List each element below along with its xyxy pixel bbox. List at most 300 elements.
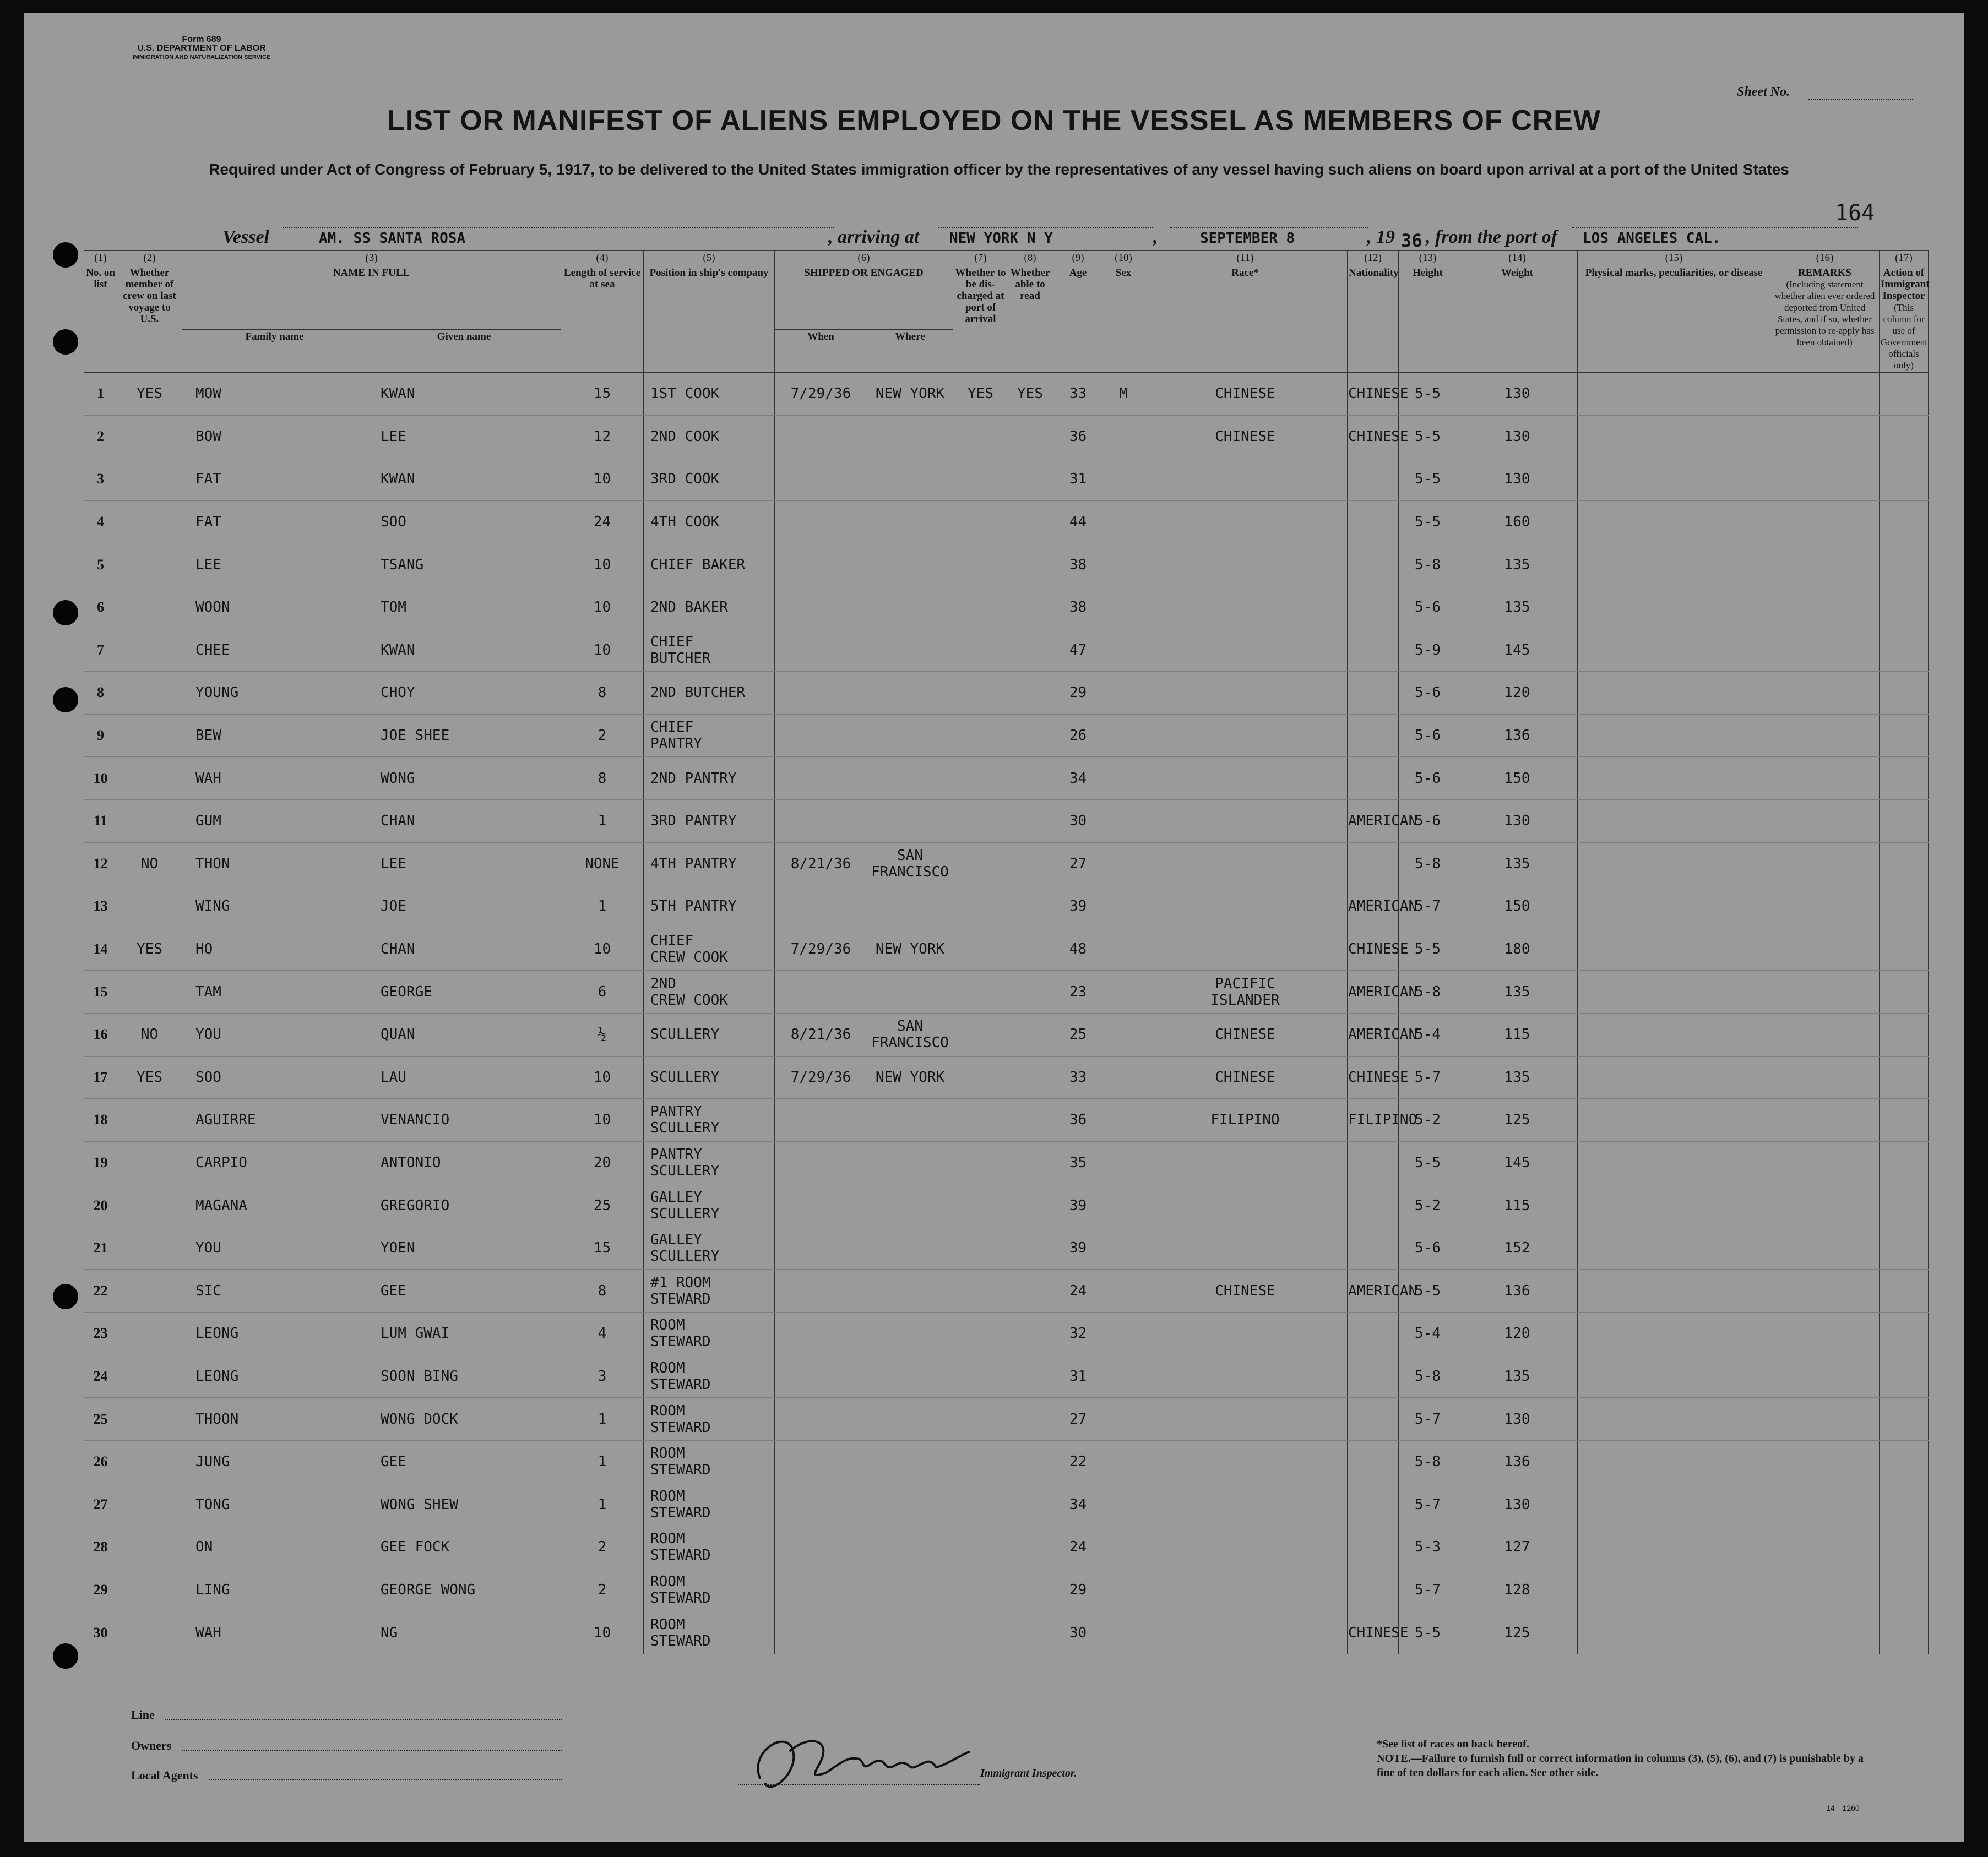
weight: 130 [1504, 471, 1530, 488]
age-cell [1052, 1569, 1104, 1611]
position-cell [644, 1440, 775, 1483]
crew-table [84, 250, 1929, 1654]
family-name: FAT [195, 514, 221, 531]
from-port: LOS ANGELES CAL. [1583, 230, 1721, 247]
nationality-cell [1348, 1227, 1399, 1270]
age: 39 [1069, 1240, 1087, 1257]
col-action: (17) Action of Immigrant Inspector (This column for use of Government officials only) [1880, 251, 1929, 373]
length-of-service-cell [561, 1569, 644, 1611]
able-to-read-cell [1008, 1611, 1052, 1654]
row-number: 8 [97, 684, 104, 701]
col-service: (4) Length of service at sea [561, 251, 644, 373]
position-cell [644, 1355, 775, 1398]
able-to-read-cell [1008, 500, 1052, 543]
shipped-when-cell [775, 629, 867, 672]
given-name: ANTONIO [381, 1154, 441, 1171]
able-to-read-cell [1008, 1141, 1052, 1184]
col-remarks: (16) REMARKS (Including statement whether alien ever ordered deported from United States, and if so, whether permission to re-apply has been obtained) [1770, 251, 1880, 373]
sex-cell [1104, 1184, 1143, 1227]
member-last-voyage-cell [117, 757, 182, 800]
table-row [84, 672, 1929, 715]
position-line-2: CREW COOK [650, 992, 728, 1009]
shipped-where-cell [867, 1227, 953, 1270]
inspector-action-cell [1880, 672, 1929, 715]
shipped-when: 7/29/36 [790, 941, 851, 958]
to-be-discharged-cell [953, 928, 1008, 971]
sex-cell [1104, 1398, 1143, 1441]
member-last-voyage-cell [117, 1611, 182, 1654]
shipped-where-cell [867, 885, 953, 928]
family-name: LING [195, 1581, 230, 1598]
age-cell [1052, 1526, 1104, 1569]
able-to-read: YES [1017, 385, 1043, 402]
to-be-discharged-cell [953, 1141, 1008, 1184]
family-name-cell [182, 1355, 367, 1398]
inspector-action-cell [1880, 1483, 1929, 1526]
length-of-service: 1 [598, 1453, 607, 1471]
age: 24 [1069, 1539, 1087, 1556]
row-number: 6 [97, 599, 104, 616]
position-line-2: SCULLERY [650, 1205, 720, 1222]
row-number: 2 [97, 428, 104, 444]
length-of-service: NONE [585, 855, 620, 872]
row-number-cell [84, 1270, 117, 1313]
family-name-cell [182, 1483, 367, 1526]
height: 5-8 [1415, 983, 1441, 1000]
remarks-cell [1770, 543, 1880, 586]
family-name: BEW [195, 727, 221, 744]
position-line-2: PANTRY [650, 736, 702, 753]
position-line-1: ROOM [650, 1573, 685, 1590]
shipped-when-cell [775, 543, 867, 586]
given-name: GEE [381, 1282, 406, 1299]
table-row [84, 842, 1929, 885]
height: 5-6 [1415, 813, 1441, 830]
able-to-read-cell [1008, 629, 1052, 672]
race-cell [1143, 1440, 1348, 1483]
col-member: (2) Whether member of crew on last voyage to U.S. [117, 251, 182, 373]
table-row [84, 1569, 1929, 1611]
race-cell [1143, 1141, 1348, 1184]
weight-cell [1457, 415, 1578, 458]
race-line-1: CHINESE [1215, 385, 1275, 402]
position-line-1: 4TH COOK [650, 514, 720, 531]
member-last-voyage-cell [117, 1440, 182, 1483]
member-last-voyage: NO [140, 1026, 159, 1043]
height-cell [1399, 1141, 1457, 1184]
row-number: 29 [93, 1581, 108, 1598]
to-be-discharged-cell [953, 1099, 1008, 1142]
age-cell [1052, 1398, 1104, 1441]
length-of-service: 10 [593, 641, 611, 658]
shipped-when-cell [775, 1569, 867, 1611]
age-cell [1052, 1483, 1104, 1526]
weight-cell [1457, 629, 1578, 672]
weight-cell [1457, 1141, 1578, 1184]
position-line-1: 2ND BAKER [650, 599, 728, 616]
age-cell [1052, 799, 1104, 842]
row-number: 10 [93, 770, 108, 786]
physical-marks-cell [1578, 1483, 1770, 1526]
height: 5-4 [1415, 1325, 1441, 1342]
height-cell [1399, 842, 1457, 885]
length-of-service-cell [561, 1611, 644, 1654]
weight: 160 [1504, 514, 1530, 531]
table-row [84, 757, 1929, 800]
remarks-cell [1770, 1013, 1880, 1056]
row-number: 15 [93, 983, 108, 1000]
height-cell [1399, 1526, 1457, 1569]
able-to-read-cell [1008, 928, 1052, 971]
physical-marks-cell [1578, 1056, 1770, 1099]
given-name: TOM [381, 599, 406, 616]
table-row [84, 1440, 1929, 1483]
given-name: VENANCIO [381, 1112, 450, 1129]
from-line [1572, 227, 1858, 228]
remarks-cell [1770, 1141, 1880, 1184]
position-line-1: 4TH PANTRY [650, 855, 737, 872]
weight-cell [1457, 1440, 1578, 1483]
length-of-service-cell [561, 714, 644, 757]
height: 5-5 [1415, 471, 1441, 488]
position-line-1: GALLEY [650, 1232, 702, 1249]
table-row [84, 1313, 1929, 1355]
inspector-action-cell [1880, 373, 1929, 416]
able-to-read-cell [1008, 799, 1052, 842]
physical-marks-cell [1578, 586, 1770, 629]
race-cell [1143, 1569, 1348, 1611]
physical-marks-cell [1578, 458, 1770, 501]
member-last-voyage-cell [117, 1483, 182, 1526]
table-row [84, 799, 1929, 842]
col-discharged: (7) Whether to be dis-charged at port of arrival [953, 251, 1008, 373]
able-to-read-cell [1008, 458, 1052, 501]
page-title: LIST OR MANIFEST OF ALIENS EMPLOYED ON THE VESSEL AS MEMBERS OF CREW [387, 105, 1601, 137]
age: 23 [1069, 983, 1087, 1000]
age: 38 [1069, 556, 1087, 573]
weight: 152 [1504, 1240, 1530, 1257]
height: 5-7 [1415, 1069, 1441, 1086]
shipped-where-cell [867, 1270, 953, 1313]
age: 34 [1069, 1496, 1087, 1513]
table-row [84, 1184, 1929, 1227]
inspector-action-cell [1880, 842, 1929, 885]
inspector-action-cell [1880, 1056, 1929, 1099]
position-line-1: PANTRY [650, 1103, 702, 1120]
position-line-2: STEWARD [650, 1547, 711, 1564]
binder-hole [53, 329, 78, 355]
height: 5-8 [1415, 1453, 1441, 1471]
row-number-cell [84, 1313, 117, 1355]
weight-cell [1457, 1526, 1578, 1569]
position-line-2: SCULLERY [650, 1120, 720, 1137]
family-name: LEONG [195, 1368, 239, 1385]
position-line-2: STEWARD [650, 1504, 711, 1521]
race-cell [1143, 1013, 1348, 1056]
family-name: THON [195, 855, 230, 872]
inspector-action-cell [1880, 415, 1929, 458]
inspector-action-cell [1880, 1611, 1929, 1654]
vessel-label: Vessel [222, 227, 269, 247]
age: 38 [1069, 599, 1087, 616]
weight-cell [1457, 672, 1578, 715]
to-be-discharged-cell [953, 1569, 1008, 1611]
age: 47 [1069, 641, 1087, 658]
weight-cell [1457, 1483, 1578, 1526]
shipped-when-cell [775, 714, 867, 757]
given-name-cell [367, 1141, 561, 1184]
length-of-service-cell [561, 885, 644, 928]
length-of-service: 8 [598, 1282, 607, 1299]
row-number: 21 [93, 1240, 108, 1256]
shipped-where-cell [867, 1355, 953, 1398]
given-name-cell [367, 1355, 561, 1398]
row-number: 16 [93, 1026, 108, 1043]
member-last-voyage: YES [137, 941, 162, 958]
date-line [1170, 227, 1368, 228]
sex-cell [1104, 586, 1143, 629]
family-name-cell [182, 1013, 367, 1056]
position-line-1: PANTRY [650, 1146, 702, 1163]
to-be-discharged-cell [953, 672, 1008, 715]
race-cell [1143, 672, 1348, 715]
height-cell [1399, 714, 1457, 757]
family-name-cell [182, 373, 367, 416]
col-read: (8) Whether able to read [1008, 251, 1052, 373]
age: 33 [1069, 385, 1087, 402]
member-last-voyage-cell [117, 1056, 182, 1099]
row-number-cell [84, 672, 117, 715]
member-last-voyage-cell [117, 543, 182, 586]
shipped-where-cell [867, 543, 953, 586]
row-number-cell [84, 1227, 117, 1270]
length-of-service: 10 [593, 941, 611, 958]
length-of-service-cell [561, 842, 644, 885]
family-name: MOW [195, 385, 221, 402]
member-last-voyage-cell [117, 1569, 182, 1611]
remarks-cell [1770, 415, 1880, 458]
race-cell [1143, 1099, 1348, 1142]
height: 5-6 [1415, 684, 1441, 701]
to-be-discharged-cell [953, 458, 1008, 501]
table-row [84, 714, 1929, 757]
length-of-service: 4 [598, 1325, 607, 1342]
weight-cell [1457, 373, 1578, 416]
able-to-read-cell [1008, 543, 1052, 586]
age: 27 [1069, 855, 1087, 872]
race-cell [1143, 1526, 1348, 1569]
weight: 135 [1504, 983, 1530, 1000]
physical-marks-cell [1578, 714, 1770, 757]
shipped-when-cell [775, 415, 867, 458]
position-line-2: STEWARD [650, 1589, 711, 1607]
length-of-service: 2 [598, 1581, 607, 1598]
line-field [165, 1719, 562, 1720]
nationality-cell [1348, 1141, 1399, 1184]
nationality: AMERICAN [1348, 1026, 1417, 1043]
physical-marks-cell [1578, 1569, 1770, 1611]
remarks-cell [1770, 1611, 1880, 1654]
length-of-service: 8 [598, 684, 607, 701]
length-of-service: 15 [593, 1240, 611, 1257]
given-name-cell [367, 842, 561, 885]
position-line-1: SCULLERY [650, 1069, 720, 1086]
row-number-cell [84, 971, 117, 1014]
sex-cell [1104, 415, 1143, 458]
to-be-discharged: YES [968, 385, 993, 402]
family-name-cell [182, 971, 367, 1014]
shipped-where-cell [867, 757, 953, 800]
weight-cell [1457, 543, 1578, 586]
given-name-cell [367, 799, 561, 842]
race-cell [1143, 586, 1348, 629]
shipped-when-cell [775, 586, 867, 629]
position-cell [644, 1056, 775, 1099]
member-last-voyage-cell [117, 672, 182, 715]
inspector-action-cell [1880, 928, 1929, 971]
family-name-cell [182, 1611, 367, 1654]
shipped-when-cell [775, 1184, 867, 1227]
physical-marks-cell [1578, 842, 1770, 885]
physical-marks-cell [1578, 1227, 1770, 1270]
weight: 136 [1504, 1282, 1530, 1299]
position-line-1: 5TH PANTRY [650, 898, 737, 915]
length-of-service: 3 [598, 1368, 607, 1385]
col-when: When [775, 330, 867, 373]
given-name: WONG SHEW [381, 1496, 458, 1513]
length-of-service-cell [561, 1483, 644, 1526]
nationality-cell [1348, 1099, 1417, 1142]
race-note: *See list of races on back hereof. [1377, 1738, 1529, 1750]
length-of-service-cell [561, 415, 644, 458]
race-cell [1143, 373, 1348, 416]
given-name: WONG DOCK [381, 1411, 458, 1428]
height-cell [1399, 1440, 1457, 1483]
race-line-1: FILIPINO [1210, 1112, 1280, 1129]
shipped-when-cell [775, 1141, 867, 1184]
family-name-cell [182, 1313, 367, 1355]
race-line-1: CHINESE [1215, 1282, 1275, 1299]
to-be-discharged-cell [953, 1270, 1008, 1313]
table-row [84, 1611, 1929, 1654]
race-cell [1143, 1184, 1348, 1227]
table-row [84, 373, 1929, 416]
shipped-when-cell [775, 1611, 867, 1654]
age-cell [1052, 1056, 1104, 1099]
family-name-cell [182, 1569, 367, 1611]
family-name-cell [182, 1270, 367, 1313]
nationality-cell [1348, 714, 1399, 757]
agents-field [209, 1779, 562, 1780]
table-row [84, 458, 1929, 501]
shipped-when: 7/29/36 [790, 385, 851, 402]
age: 36 [1069, 428, 1087, 445]
weight-cell [1457, 1398, 1578, 1441]
nationality: AMERICAN [1348, 983, 1417, 1000]
row-number-cell [84, 415, 117, 458]
to-be-discharged-cell [953, 1056, 1008, 1099]
age-cell [1052, 714, 1104, 757]
race-cell [1143, 1227, 1348, 1270]
remarks-cell [1770, 1355, 1880, 1398]
where-line-2: NEW YORK [875, 1069, 945, 1086]
position-cell [644, 1141, 775, 1184]
nationality-cell [1348, 842, 1399, 885]
inspector-action-cell [1880, 500, 1929, 543]
table-header [84, 251, 1929, 373]
able-to-read-cell [1008, 885, 1052, 928]
physical-marks-cell [1578, 629, 1770, 672]
owners-field [182, 1750, 562, 1751]
given-name-cell [367, 928, 561, 971]
given-name-cell [367, 971, 561, 1014]
weight-cell [1457, 1099, 1578, 1142]
remarks-cell [1770, 672, 1880, 715]
to-be-discharged-cell [953, 415, 1008, 458]
race-line-1: CHINESE [1215, 1069, 1275, 1086]
race-cell [1143, 415, 1348, 458]
height: 5-5 [1415, 1154, 1441, 1171]
row-number-cell [84, 1056, 117, 1099]
age-cell [1052, 672, 1104, 715]
length-of-service-cell [561, 1313, 644, 1355]
family-name-cell [182, 500, 367, 543]
age: 48 [1069, 941, 1087, 958]
physical-marks-cell [1578, 1398, 1770, 1441]
length-of-service-cell [561, 458, 644, 501]
row-number: 9 [97, 727, 104, 744]
given-name-cell [367, 757, 561, 800]
inspector-action-cell [1880, 458, 1929, 501]
sex-cell [1104, 1355, 1143, 1398]
position-line-1: ROOM [650, 1445, 685, 1462]
weight-cell [1457, 1013, 1578, 1056]
arrival-date: SEPTEMBER 8 [1200, 230, 1295, 247]
arriving-port: NEW YORK N Y [949, 230, 1053, 247]
nationality-cell [1348, 971, 1417, 1014]
table-row [84, 971, 1929, 1014]
nationality-cell [1348, 629, 1399, 672]
table-row [84, 415, 1929, 458]
height-cell [1399, 1313, 1457, 1355]
shipped-where-cell [867, 1013, 953, 1056]
row-number: 13 [93, 898, 108, 914]
weight-cell [1457, 842, 1578, 885]
inspector-action-cell [1880, 799, 1929, 842]
shipped-where-cell [867, 586, 953, 629]
age-cell [1052, 885, 1104, 928]
to-be-discharged-cell [953, 971, 1008, 1014]
height: 5-5 [1415, 1624, 1441, 1641]
given-name-cell [367, 1184, 561, 1227]
position-cell [644, 1184, 775, 1227]
shipped-when-cell [775, 1056, 867, 1099]
length-of-service: 10 [593, 471, 611, 488]
shipped-when-cell [775, 799, 867, 842]
table-row [84, 1526, 1929, 1569]
weight-cell [1457, 1270, 1578, 1313]
given-name-cell [367, 500, 561, 543]
remarks-cell [1770, 1099, 1880, 1142]
row-number-cell [84, 373, 117, 416]
inspector-action-cell [1880, 1355, 1929, 1398]
to-be-discharged-cell [953, 1526, 1008, 1569]
family-name: CHEE [195, 641, 230, 658]
able-to-read-cell [1008, 1569, 1052, 1611]
family-name-cell [182, 586, 367, 629]
age-cell [1052, 842, 1104, 885]
physical-marks-cell [1578, 1141, 1770, 1184]
